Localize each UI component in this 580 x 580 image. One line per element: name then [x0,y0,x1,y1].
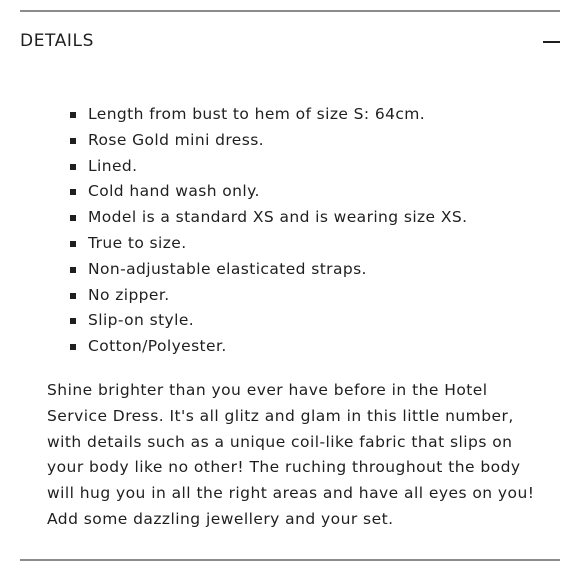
list-item [70,128,467,154]
bullet-icon [70,293,76,299]
list-item [70,102,467,128]
top-divider [20,10,560,12]
bullet-icon [70,241,76,247]
list-item [70,205,467,231]
minus-icon[interactable] [543,41,560,43]
list-item [70,257,467,283]
list-item-text: Cold hand wash only. [88,182,260,201]
product-description: Shine brighter than you ever have before in the Hotel Service Dress. It's all glitz and glam in this little number, with details such as a unique coil-like fabric that slips on your body like no other! The ruching throughout the body will hug you in all the right areas and have all eyes on you! Add some dazzling jewellery and your set. [47,381,535,528]
list-item-text: True to size. [88,233,187,252]
list-item-text: Cotton/Polyester. [88,337,227,356]
list-item [70,179,467,205]
list-item-text: Non-adjustable elasticated straps. [88,259,367,278]
bottom-divider [20,559,560,561]
bullet-icon [70,138,76,144]
list-item-text: Length from bust to hem of size S: 64cm. [88,105,426,123]
bullet-icon [70,164,76,170]
bullet-icon [70,112,76,118]
list-item-text: Slip-on style. [88,311,195,330]
list-item [70,231,467,257]
bullet-icon [70,318,76,324]
list-item-text: Model is a standard XS and is wearing size XS. [88,208,468,227]
list-item [70,334,467,360]
details-accordion-header[interactable] [20,28,560,56]
list-item [70,308,467,334]
list-item-text: Lined. [88,156,138,175]
bullet-icon [70,189,76,195]
list-item-text: No zipper. [88,285,170,304]
list-item [70,283,467,309]
bullet-icon [70,344,76,350]
accordion-title: DETAILS [20,31,95,51]
details-list [70,102,467,360]
list-item-text: Rose Gold mini dress. [88,130,265,149]
bullet-icon [70,267,76,273]
bullet-icon [70,215,76,221]
list-item [70,154,467,180]
